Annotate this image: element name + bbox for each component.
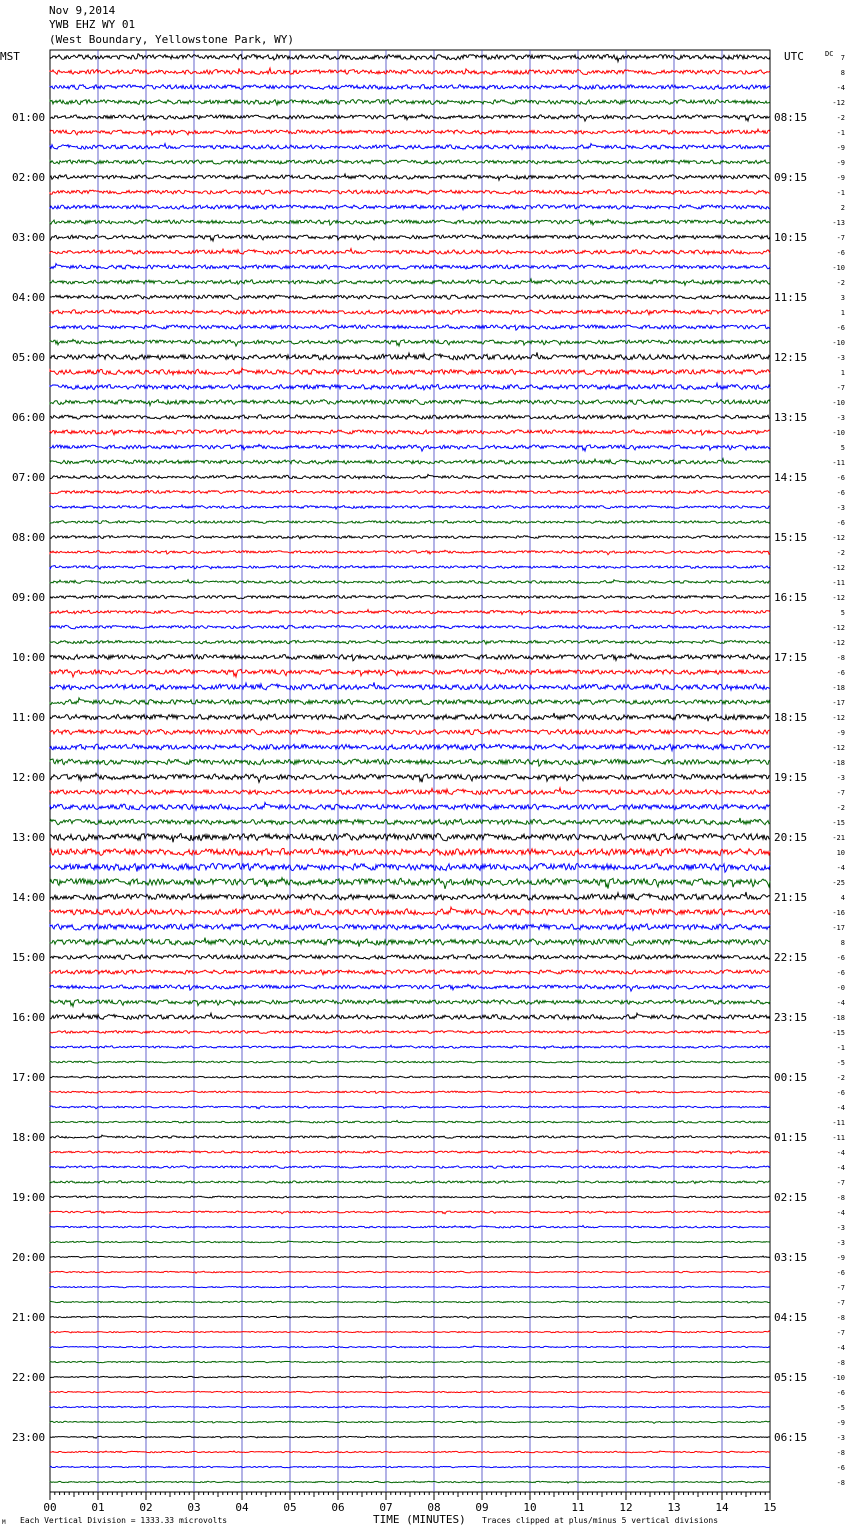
- right-hour-label: 13:15: [774, 411, 808, 424]
- trace-row: [50, 400, 770, 406]
- dc-offset-value: -4: [836, 1164, 845, 1172]
- dc-offset-value: -15: [832, 819, 845, 827]
- trace-row: [50, 924, 770, 931]
- dc-offset-value: -18: [832, 684, 845, 692]
- trace-row: [50, 1271, 770, 1273]
- dc-offset-value: -2: [836, 804, 845, 812]
- dc-offset-value: -7: [836, 1329, 845, 1337]
- dc-offset-value: -17: [832, 699, 845, 707]
- dc-offset-value: -2: [836, 114, 845, 122]
- dc-offset-value: 10: [836, 849, 845, 857]
- trace-row: [50, 1181, 770, 1184]
- left-hour-label: 07:00: [12, 471, 46, 484]
- left-hour-label: 10:00: [12, 651, 46, 664]
- dc-offset-value: -12: [832, 564, 845, 572]
- dc-offset-value: -12: [832, 639, 845, 647]
- trace-row: [50, 640, 770, 644]
- x-tick-label: 05: [283, 1501, 297, 1514]
- x-tick-label: 07: [379, 1501, 393, 1514]
- trace-row: [50, 54, 770, 62]
- trace-row: [50, 610, 770, 615]
- left-hour-label: 14:00: [12, 891, 46, 904]
- left-hour-label: 19:00: [12, 1191, 46, 1204]
- dc-offset-value: -6: [836, 969, 845, 977]
- dc-offset-value: -6: [836, 519, 845, 527]
- left-hour-label: 17:00: [12, 1071, 46, 1084]
- dc-offset-value: -10: [832, 1374, 845, 1382]
- dc-offset-value: -9: [836, 159, 845, 167]
- trace-row: [50, 759, 770, 766]
- dc-offset-value: 5: [840, 444, 845, 452]
- trace-row: [50, 744, 770, 751]
- trace-row: [50, 892, 770, 900]
- trace-row: [50, 595, 770, 598]
- left-hour-label: 18:00: [12, 1131, 46, 1144]
- dc-offset-value: -21: [832, 834, 845, 842]
- trace-row: [50, 536, 770, 539]
- x-tick-label: 13: [667, 1501, 681, 1514]
- right-hour-label: 02:15: [774, 1191, 808, 1204]
- right-hour-label: 20:15: [774, 831, 808, 844]
- dc-offset-value: -9: [836, 174, 845, 182]
- trace-row: [50, 833, 770, 842]
- right-hour-label: 19:15: [774, 771, 808, 784]
- dc-offset-value: -6: [836, 954, 845, 962]
- dc-offset-value: -8: [836, 1449, 845, 1457]
- dc-offset-value: 4: [840, 894, 845, 902]
- trace-row: [50, 1391, 770, 1392]
- trace-row: [50, 984, 770, 991]
- trace-row: [50, 490, 770, 494]
- trace-row: [50, 160, 770, 164]
- dc-offset-value: 1: [840, 309, 845, 317]
- trace-row: [50, 1466, 770, 1467]
- trace-row: [50, 430, 770, 435]
- trace-row: [50, 1301, 770, 1303]
- dc-offset-value: -8: [836, 654, 845, 662]
- dc-offset-value: -4: [836, 84, 845, 92]
- dc-offset-value: -11: [832, 1134, 845, 1142]
- dc-offset-value: -9: [836, 144, 845, 152]
- dc-offset-value: -6: [836, 1389, 845, 1397]
- dc-offset-value: 7: [840, 54, 845, 62]
- dc-offset-value: -1: [836, 189, 845, 197]
- station-code: YWB EHZ WY 01: [49, 18, 136, 31]
- left-hour-label: 09:00: [12, 591, 46, 604]
- left-hour-label: 06:00: [12, 411, 46, 424]
- dc-offset-value: -15: [832, 1029, 845, 1037]
- left-hour-label: 08:00: [12, 531, 46, 544]
- x-tick-label: 15: [763, 1501, 777, 1514]
- x-tick-label: 08: [427, 1501, 441, 1514]
- x-tick-label: 01: [91, 1501, 105, 1514]
- right-hour-label: 15:15: [774, 531, 808, 544]
- trace-row: [50, 1361, 770, 1363]
- right-hour-label: 16:15: [774, 591, 808, 604]
- trace-row: [50, 1346, 770, 1348]
- dc-offset-value: -4: [836, 1104, 845, 1112]
- dc-offset-labels: [832, 54, 845, 1487]
- trace-row: [50, 803, 770, 811]
- right-hour-label: 08:15: [774, 111, 808, 124]
- trace-row: [50, 970, 770, 975]
- chart-date: Nov 9,2014: [49, 4, 116, 17]
- left-hour-label: 22:00: [12, 1371, 46, 1384]
- dc-offset-value: -3: [836, 774, 845, 782]
- x-tick-label: 02: [139, 1501, 153, 1514]
- trace-row: [50, 955, 770, 960]
- trace-row: [50, 682, 770, 690]
- trace-row: [50, 938, 770, 947]
- x-tick-label: 09: [475, 1501, 489, 1514]
- dc-offset-value: -7: [836, 384, 845, 392]
- left-hour-label: 04:00: [12, 291, 46, 304]
- right-timezone-label: UTC: [784, 50, 804, 63]
- dc-offset-value: -8: [836, 1194, 845, 1202]
- dc-offset-value: -16: [832, 909, 845, 917]
- dc-offset-value: 2: [840, 204, 845, 212]
- dc-offset-value: -18: [832, 1014, 845, 1022]
- dc-offset-value: -6: [836, 474, 845, 482]
- x-axis: [43, 1492, 776, 1514]
- trace-row: [50, 205, 770, 210]
- dc-offset-value: -3: [836, 354, 845, 362]
- trace-row: [50, 174, 770, 180]
- right-hour-label: 05:15: [774, 1371, 808, 1384]
- right-hour-label: 23:15: [774, 1011, 808, 1024]
- trace-row: [50, 100, 770, 106]
- trace-row: [50, 1316, 770, 1318]
- trace-row: [50, 352, 770, 359]
- x-tick-label: 10: [523, 1501, 537, 1514]
- trace-row: [50, 235, 770, 241]
- trace-row: [50, 459, 770, 465]
- dc-offset-value: -11: [832, 1119, 845, 1127]
- trace-row: [50, 68, 770, 74]
- x-tick-label: 11: [571, 1501, 585, 1514]
- trace-row: [50, 339, 770, 346]
- dc-offset-value: -8: [836, 1359, 845, 1367]
- dc-offset-value: -10: [832, 429, 845, 437]
- trace-row: [50, 1031, 770, 1034]
- trace-row: [50, 368, 770, 375]
- dc-offset-value: -12: [832, 714, 845, 722]
- dc-offset-value: -7: [836, 1299, 845, 1307]
- dc-offset-value: -7: [836, 789, 845, 797]
- trace-row: [50, 669, 770, 677]
- dc-offset-value: -12: [832, 624, 845, 632]
- trace-row: [50, 550, 770, 554]
- dc-offset-value: 8: [840, 939, 845, 947]
- trace-row: [50, 129, 770, 135]
- dc-offset-value: -2: [836, 1074, 845, 1082]
- dc-offset-value: -2: [836, 279, 845, 287]
- trace-row: [50, 863, 770, 872]
- trace-row: [50, 848, 770, 855]
- x-tick-label: 12: [619, 1501, 633, 1514]
- x-tick-label: 14: [715, 1501, 729, 1514]
- x-tick-label: 04: [235, 1501, 249, 1514]
- trace-row: [50, 1286, 770, 1287]
- right-hour-label: 10:15: [774, 231, 808, 244]
- dc-offset-value: -4: [836, 1209, 845, 1217]
- dc-offset-value: -10: [832, 399, 845, 407]
- right-hour-label: 11:15: [774, 291, 808, 304]
- trace-row: [50, 521, 770, 524]
- trace-row: [50, 144, 770, 150]
- right-hour-label: 12:15: [774, 351, 808, 364]
- dc-offset-value: -1: [836, 1044, 845, 1052]
- dc-offset-value: -3: [836, 1239, 845, 1247]
- dc-offset-value: -8: [836, 1314, 845, 1322]
- x-tick-label: 00: [43, 1501, 57, 1514]
- trace-row: [50, 698, 770, 705]
- dc-offset-value: -9: [836, 729, 845, 737]
- dc-offset-value: -4: [836, 999, 845, 1007]
- clip-note: Traces clipped at plus/minus 5 vertical divisions: [482, 1516, 719, 1525]
- trace-row: [50, 1406, 770, 1408]
- trace-row: [50, 505, 770, 509]
- trace-row: [50, 1196, 770, 1198]
- dc-offset-value: -6: [836, 489, 845, 497]
- dc-offset-value: -9: [836, 1254, 845, 1262]
- dc-offset-value: -18: [832, 759, 845, 767]
- trace-row: [50, 1241, 770, 1243]
- left-hour-label: 11:00: [12, 711, 46, 724]
- trace-row: [50, 310, 770, 315]
- left-hour-label: 16:00: [12, 1011, 46, 1024]
- dc-offset-value: -25: [832, 879, 845, 887]
- dc-offset-value: -6: [836, 249, 845, 257]
- x-axis-title: TIME (MINUTES): [373, 1513, 466, 1526]
- dc-offset-value: -6: [836, 324, 845, 332]
- right-hour-label: 14:15: [774, 471, 808, 484]
- left-hour-label: 21:00: [12, 1311, 46, 1324]
- dc-offset-value: 3: [840, 294, 845, 302]
- trace-row: [50, 713, 770, 721]
- dc-offset-value: -3: [836, 414, 845, 422]
- dc-offset-value: -11: [832, 459, 845, 467]
- dc-offset-value: -4: [836, 1149, 845, 1157]
- trace-row: [50, 1076, 770, 1078]
- trace-row: [50, 1436, 770, 1438]
- dc-offset-value: -6: [836, 1269, 845, 1277]
- dc-offset-value: -4: [836, 864, 845, 872]
- dc-offset-value: -12: [832, 99, 845, 107]
- x-tick-label: 03: [187, 1501, 201, 1514]
- right-hour-label: 09:15: [774, 171, 808, 184]
- trace-row: [50, 1451, 770, 1453]
- right-hour-label: 01:15: [774, 1131, 808, 1144]
- trace-row: [50, 1091, 770, 1094]
- dc-offset-value: -12: [832, 594, 845, 602]
- left-hour-label: 13:00: [12, 831, 46, 844]
- left-hour-label: 05:00: [12, 351, 46, 364]
- trace-row: [50, 295, 770, 299]
- dc-offset-value: -0: [836, 984, 845, 992]
- trace-row: [50, 190, 770, 194]
- trace-row: [50, 907, 770, 915]
- dc-offset-value: 1: [840, 369, 845, 377]
- left-hour-label: 01:00: [12, 111, 46, 124]
- dc-offset-value: -12: [832, 744, 845, 752]
- left-hour-label: 03:00: [12, 231, 46, 244]
- trace-row: [50, 1331, 770, 1333]
- left-hour-label: 23:00: [12, 1431, 46, 1444]
- trace-row: [50, 1061, 770, 1063]
- right-hour-label: 04:15: [774, 1311, 808, 1324]
- left-hour-label: 02:00: [12, 171, 46, 184]
- trace-row: [50, 788, 770, 795]
- corner-mark: M: [2, 1519, 6, 1526]
- dc-offset-value: -5: [836, 1404, 845, 1412]
- right-hour-label: 18:15: [774, 711, 808, 724]
- trace-row: [50, 325, 770, 330]
- dc-offset-value: -6: [836, 1089, 845, 1097]
- left-hour-label: 20:00: [12, 1251, 46, 1264]
- trace-row: [50, 383, 770, 390]
- trace-row: [50, 1421, 770, 1423]
- dc-offset-value: -5: [836, 1059, 845, 1067]
- dc-offset-value: -6: [836, 1464, 845, 1472]
- trace-row: [50, 1106, 770, 1109]
- x-tick-label: 06: [331, 1501, 345, 1514]
- dc-offset-value: -3: [836, 1224, 845, 1232]
- trace-row: [50, 1045, 770, 1049]
- trace-row: [50, 1376, 770, 1378]
- trace-row: [50, 625, 770, 628]
- right-hour-label: 03:15: [774, 1251, 808, 1264]
- dc-offset-value: -11: [832, 579, 845, 587]
- dc-offset-value: -4: [836, 1344, 845, 1352]
- scale-note: Each Vertical Division = 1333.33 microvolts: [20, 1516, 228, 1525]
- dc-offset-value: -2: [836, 549, 845, 557]
- dc-offset-value: -3: [836, 1434, 845, 1442]
- trace-row: [50, 1000, 770, 1007]
- trace-row: [50, 249, 770, 255]
- trace-row: [50, 219, 770, 225]
- trace-row: [50, 444, 770, 451]
- dc-offset-value: -3: [836, 504, 845, 512]
- trace-row: [50, 264, 770, 270]
- trace-row: [50, 1013, 770, 1019]
- left-hour-label: 12:00: [12, 771, 46, 784]
- dc-offset-value: -7: [836, 1179, 845, 1187]
- right-hour-label: 00:15: [774, 1071, 808, 1084]
- trace-row: [50, 1211, 770, 1214]
- right-hour-label: 06:15: [774, 1431, 808, 1444]
- dc-offset-value: -1: [836, 129, 845, 137]
- right-hour-label: 17:15: [774, 651, 808, 664]
- trace-row: [50, 566, 770, 570]
- dc-offset-value: -9: [836, 1419, 845, 1427]
- dc-offset-header: DC: [825, 50, 834, 58]
- trace-row: [50, 85, 770, 90]
- dc-offset-value: -12: [832, 534, 845, 542]
- dc-offset-value: -8: [836, 1479, 845, 1487]
- trace-row: [50, 279, 770, 285]
- trace-row: [50, 474, 770, 478]
- right-hour-label: 22:15: [774, 951, 808, 964]
- trace-row: [50, 729, 770, 734]
- dc-offset-value: -10: [832, 264, 845, 272]
- dc-offset-value: 5: [840, 609, 845, 617]
- left-timezone-label: MST: [0, 50, 20, 63]
- dc-offset-value: -13: [832, 219, 845, 227]
- right-hour-label: 21:15: [774, 891, 808, 904]
- trace-row: [50, 654, 770, 661]
- dc-offset-value: -17: [832, 924, 845, 932]
- dc-offset-value: -10: [832, 339, 845, 347]
- trace-row: [50, 1256, 770, 1258]
- trace-row: [50, 415, 770, 419]
- left-hour-label: 15:00: [12, 951, 46, 964]
- dc-offset-value: -7: [836, 1284, 845, 1292]
- station-location: (West Boundary, Yellowstone Park, WY): [49, 33, 295, 46]
- trace-row: [50, 878, 770, 889]
- trace-row: [50, 1135, 770, 1138]
- trace-row: [50, 1150, 770, 1154]
- trace-row: [50, 818, 770, 825]
- trace-row: [50, 1226, 770, 1228]
- trace-rows: [50, 54, 770, 1483]
- trace-row: [50, 580, 770, 584]
- trace-row: [50, 114, 770, 121]
- trace-row: [50, 774, 770, 783]
- trace-row: [50, 1121, 770, 1124]
- trace-row: [50, 1166, 770, 1168]
- dc-offset-value: 8: [840, 69, 845, 77]
- dc-offset-value: -7: [836, 234, 845, 242]
- dc-offset-value: -6: [836, 669, 845, 677]
- trace-row: [50, 1481, 770, 1483]
